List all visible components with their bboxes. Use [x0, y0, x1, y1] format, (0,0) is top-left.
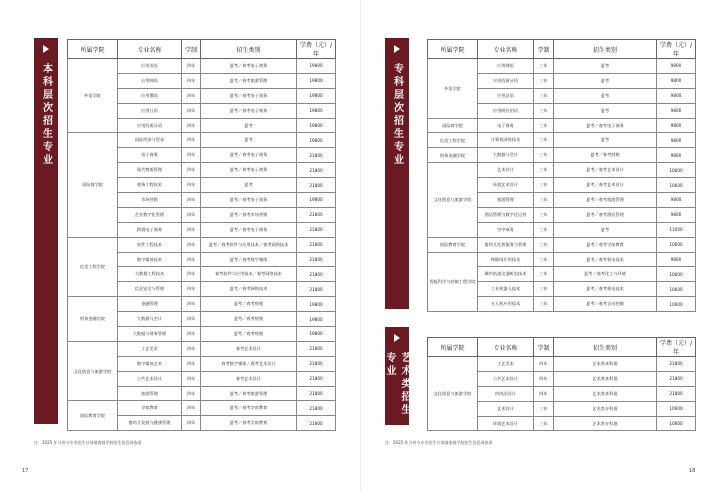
tuition-cell: 21800 [657, 386, 696, 401]
undergraduate-programs-table [67, 39, 336, 431]
category-cell: 夏考／春考软件与应用技术／春考网络技术 [201, 237, 297, 252]
triangle-marker-icon [43, 45, 49, 53]
major-cell: 现代物流管理 [118, 163, 182, 178]
category-cell: 春考数字媒体／春考艺术设计 [201, 356, 297, 371]
category-cell: 夏考／春考财税 [201, 312, 297, 327]
category-cell: 春考艺术设计 [201, 371, 297, 386]
tuition-cell: 10600 [657, 416, 696, 431]
tuition-cell: 21800 [297, 341, 336, 356]
college-cell: 国际商学院 [68, 133, 118, 237]
duration-cell: 四年 [182, 59, 201, 74]
category-cell: 夏考 [554, 133, 657, 148]
table-row [68, 59, 336, 74]
major-cell: 应用英语 [118, 59, 182, 74]
triangle-marker-icon [394, 45, 400, 53]
art-section-title: 艺术类招生专业 [384, 352, 410, 417]
major-cell: 艺术设计 [478, 163, 534, 178]
duration-cell: 四年 [182, 163, 201, 178]
duration-cell: 四年 [182, 207, 201, 222]
header-category: 招生类别 [554, 40, 657, 59]
tuition-cell: 19800 [297, 118, 336, 133]
tuition-cell: 9800 [657, 103, 696, 118]
duration-cell: 四年 [182, 356, 201, 371]
table-row [428, 133, 696, 148]
page-number: 17 [22, 468, 29, 474]
duration-cell: 三年 [534, 252, 554, 267]
major-cell: 空中乘务 [478, 222, 534, 237]
duration-cell: 三年 [534, 282, 554, 297]
tuition-cell: 19800 [297, 312, 336, 327]
category-cell: 艺术类专科批 [554, 416, 657, 431]
tuition-cell: 21800 [297, 148, 336, 163]
duration-cell: 四年 [182, 297, 201, 312]
major-cell: 婴幼儿托育服务与管理 [478, 237, 534, 252]
footnote: 注：2025 年分省分专业招生计划请查阅学校招生信息网查看 [34, 440, 142, 445]
tuition-cell: 21800 [297, 222, 336, 237]
tuition-cell: 21800 [297, 416, 336, 431]
triangle-marker-icon [394, 334, 400, 342]
major-cell: 无人机应用技术 [478, 297, 534, 312]
tuition-cell: 10600 [657, 163, 696, 178]
duration-cell: 四年 [182, 237, 201, 252]
section-title: 专科层次招生专业 [391, 63, 403, 167]
category-cell: 夏考 [201, 178, 297, 193]
duration-cell: 四年 [182, 193, 201, 208]
duration-cell: 三年 [534, 163, 554, 178]
category-cell: 夏考／春考电子商务 [201, 88, 297, 103]
college-cell: 信息工程学院 [428, 133, 478, 148]
tuition-cell: 9800 [657, 73, 696, 88]
table-row [428, 59, 696, 74]
left-page [0, 0, 359, 491]
table-row [428, 163, 696, 178]
category-cell: 夏考／春考旅游管理 [201, 73, 297, 88]
header-duration: 学制 [182, 40, 201, 59]
category-cell: 夏考／春考网络技术 [201, 282, 297, 297]
header-category: 招生类别 [554, 338, 657, 357]
duration-cell: 四年 [182, 178, 201, 193]
category-cell: 春考软件与应用技术／春考网络技术 [201, 267, 297, 282]
category-cell: 夏考／春考电子商务 [201, 193, 297, 208]
major-cell: 环境艺术设计 [478, 178, 534, 193]
duration-cell: 四年 [182, 327, 201, 342]
category-cell: 夏考／春考机电技术 [554, 252, 657, 267]
college-cell: 智能科学与控制工程学院 [428, 252, 478, 312]
header-duration: 学制 [534, 40, 554, 59]
tuition-cell: 10600 [657, 282, 696, 297]
major-cell: 应用西班牙语 [118, 118, 182, 133]
duration-cell: 三年 [534, 237, 554, 252]
category-cell: 夏考／春考数字媒体 [201, 252, 297, 267]
college-cell: 信息工程学院 [68, 237, 118, 297]
major-cell: 环境艺术设计 [478, 416, 534, 431]
tuition-cell: 19800 [297, 88, 336, 103]
table-row [68, 133, 336, 148]
tuition-cell: 21800 [297, 163, 336, 178]
tuition-cell: 19800 [297, 193, 336, 208]
major-cell: 应用日语 [118, 103, 182, 118]
category-cell: 夏考／春考电子商务 [201, 163, 297, 178]
section-band-vocational [385, 38, 409, 309]
tuition-cell: 21800 [297, 178, 336, 193]
college-cell: 文化创意与旅游学院 [68, 341, 118, 401]
major-cell: 学前教育 [118, 401, 182, 416]
right-page [360, 0, 719, 491]
footnote: 注：2025 年分省分专业招生计划请查阅学校招生信息网查看 [385, 440, 493, 445]
tuition-cell: 9800 [657, 59, 696, 74]
major-cell: 应用韩语 [478, 59, 534, 74]
major-cell: 工业机器人技术 [478, 282, 534, 297]
tuition-cell: 21800 [297, 267, 336, 282]
major-cell: 城市轨道交通机电技术 [478, 267, 534, 282]
table-header-row [68, 40, 336, 59]
category-cell: 夏考／春考财税 [201, 327, 297, 342]
duration-cell: 四年 [534, 357, 554, 372]
section-title: 本科层次招生专业 [40, 63, 52, 167]
major-cell: 应用韩语 [118, 73, 182, 88]
major-cell: 大数据与财务管理 [118, 327, 182, 342]
category-cell: 夏考 [554, 103, 657, 118]
table-row [428, 237, 696, 252]
category-cell: 夏考／春考电子商务 [554, 118, 657, 133]
duration-cell: 四年 [182, 371, 201, 386]
tuition-cell: 9800 [657, 133, 696, 148]
major-cell: 应用法语 [478, 88, 534, 103]
major-cell: 企业数字化管理 [118, 207, 182, 222]
tuition-cell: 10600 [657, 267, 696, 282]
category-cell: 夏考／春考电子商务 [201, 222, 297, 237]
header-college: 所属学院 [428, 338, 478, 357]
category-cell: 夏考／春考化工与环境 [554, 267, 657, 282]
duration-cell: 四年 [182, 401, 201, 416]
table-header-row [428, 338, 696, 357]
tuition-cell: 21800 [297, 356, 336, 371]
section-band-art [385, 327, 409, 425]
major-cell: 工艺美术 [478, 357, 534, 372]
major-cell: 市场营销 [118, 193, 182, 208]
category-cell: 艺术类专科批 [554, 401, 657, 416]
major-cell: 跨境电子商务 [118, 222, 182, 237]
tuition-cell: 9800 [657, 148, 696, 163]
major-cell: 物联网应用技术 [478, 252, 534, 267]
college-cell: 文化创意与旅游学院 [428, 357, 478, 431]
duration-cell: 三年 [534, 73, 554, 88]
category-cell: 夏考／春考市场营销 [201, 207, 297, 222]
category-cell: 夏考／春考旅游管理 [554, 193, 657, 208]
tuition-cell: 9800 [657, 207, 696, 222]
tuition-cell: 21800 [297, 371, 336, 386]
duration-cell: 四年 [182, 386, 201, 401]
category-cell: 夏考／春考酒店管理 [554, 207, 657, 222]
tuition-cell: 19800 [297, 133, 336, 148]
major-cell: 大数据与会计 [118, 312, 182, 327]
table-row [68, 401, 336, 416]
college-cell: 国际教育学院 [428, 237, 478, 252]
major-cell: 计算机网络技术 [478, 133, 534, 148]
category-cell: 夏考／春考财税 [554, 148, 657, 163]
header-tuition: 学费（元）/年 [297, 40, 336, 59]
category-cell: 夏考／春考旅游管理 [201, 386, 297, 401]
duration-cell: 四年 [182, 133, 201, 148]
tuition-cell: 9800 [657, 252, 696, 267]
duration-cell: 三年 [534, 148, 554, 163]
table-row [428, 252, 696, 267]
major-cell: 旅游管理 [478, 193, 534, 208]
header-tuition: 学费（元）/年 [657, 40, 696, 59]
tuition-cell: 21800 [657, 357, 696, 372]
duration-cell: 四年 [182, 252, 201, 267]
page-number: 18 [689, 468, 696, 474]
college-cell: 外语学院 [428, 59, 478, 119]
major-cell: 应用西班牙语 [478, 73, 534, 88]
header-duration: 学制 [534, 338, 554, 357]
duration-cell: 三年 [534, 297, 554, 312]
category-cell: 夏考／春考学前教育 [201, 401, 297, 416]
tuition-cell: 9800 [657, 118, 696, 133]
category-cell: 夏考 [554, 88, 657, 103]
duration-cell: 四年 [182, 282, 201, 297]
header-category: 招生类别 [201, 40, 297, 59]
duration-cell: 四年 [182, 341, 201, 356]
tuition-cell: 11000 [657, 222, 696, 237]
duration-cell: 四年 [182, 73, 201, 88]
college-cell: 外语学院 [68, 59, 118, 133]
major-cell: 电子商务 [118, 148, 182, 163]
major-cell: 数字媒体艺术 [118, 356, 182, 371]
category-cell: 夏考 [201, 133, 297, 148]
tuition-cell: 9800 [657, 193, 696, 208]
duration-cell: 三年 [534, 267, 554, 282]
header-tuition: 学费（元）/年 [657, 338, 696, 357]
section-band-undergraduate [34, 38, 58, 424]
tuition-cell: 21800 [297, 207, 336, 222]
duration-cell: 四年 [534, 371, 554, 386]
major-cell: 时尚品设计 [478, 386, 534, 401]
duration-cell: 四年 [182, 118, 201, 133]
tuition-cell: 10600 [657, 237, 696, 252]
header-college: 所属学院 [428, 40, 478, 59]
major-cell: 艺术设计 [478, 401, 534, 416]
major-cell: 酒店管理与数字化运营 [478, 207, 534, 222]
major-cell: 应用阿拉伯语 [478, 103, 534, 118]
duration-cell: 四年 [182, 103, 201, 118]
table-row [428, 118, 696, 133]
tuition-cell: 21800 [297, 237, 336, 252]
category-cell: 夏考／春考艺术设计 [554, 163, 657, 178]
major-cell: 商务工程技术 [118, 178, 182, 193]
major-cell: 数字媒体技术 [118, 252, 182, 267]
category-cell: 夏考／春考财税 [201, 297, 297, 312]
duration-cell: 四年 [182, 416, 201, 431]
tuition-cell: 19800 [297, 327, 336, 342]
major-cell: 应用俄语 [118, 88, 182, 103]
major-cell: 公共艺术设计 [118, 371, 182, 386]
tuition-cell: 19800 [297, 103, 336, 118]
tuition-cell: 10600 [657, 401, 696, 416]
category-cell: 夏考／春考学前教育 [201, 416, 297, 431]
category-cell: 艺术类本科批 [554, 386, 657, 401]
duration-cell: 四年 [534, 386, 554, 401]
category-cell: 夏考 [201, 118, 297, 133]
tuition-cell: 21800 [297, 282, 336, 297]
category-cell: 夏考／春考电子商务 [201, 59, 297, 74]
category-cell: 夏考／春考自动控制 [554, 297, 657, 312]
duration-cell: 四年 [182, 148, 201, 163]
major-cell: 婴幼儿发展与健康管理 [118, 416, 182, 431]
category-cell: 夏考／春考学前教育 [554, 237, 657, 252]
tuition-cell: 19800 [297, 73, 336, 88]
duration-cell: 三年 [534, 88, 554, 103]
category-cell: 夏考 [554, 59, 657, 74]
table-row [68, 341, 336, 356]
college-cell: 国际商学院 [428, 118, 478, 133]
art-programs-table [427, 337, 696, 431]
duration-cell: 三年 [534, 59, 554, 74]
table-header-row [428, 40, 696, 59]
tuition-cell: 19800 [297, 297, 336, 312]
major-cell: 电子商务 [478, 118, 534, 133]
duration-cell: 三年 [534, 133, 554, 148]
major-cell: 信息安全与管理 [118, 282, 182, 297]
category-cell: 艺术类本科批 [554, 357, 657, 372]
college-cell: 财务金融学院 [68, 297, 118, 342]
duration-cell: 四年 [182, 312, 201, 327]
category-cell: 夏考 [554, 73, 657, 88]
header-major: 专业名称 [478, 40, 534, 59]
college-cell: 财务金融学院 [428, 148, 478, 163]
major-cell: 国际经济与贸易 [118, 133, 182, 148]
major-cell: 大数据与会计 [478, 148, 534, 163]
vocational-programs-table [427, 39, 696, 312]
category-cell: 夏考／春考机电技术 [554, 282, 657, 297]
header-major: 专业名称 [478, 338, 534, 357]
category-cell: 夏考 [554, 222, 657, 237]
category-cell: 夏考／春考艺术设计 [554, 178, 657, 193]
tuition-cell: 19800 [297, 59, 336, 74]
tuition-cell: 10600 [657, 178, 696, 193]
duration-cell: 四年 [182, 88, 201, 103]
table-row [428, 357, 696, 372]
table-row [68, 297, 336, 312]
category-cell: 夏考／春考电子商务 [201, 103, 297, 118]
duration-cell: 三年 [534, 207, 554, 222]
duration-cell: 三年 [534, 118, 554, 133]
category-cell: 春考艺术设计 [201, 341, 297, 356]
duration-cell: 三年 [534, 416, 554, 431]
tuition-cell: 21800 [297, 401, 336, 416]
tuition-cell: 21800 [297, 386, 336, 401]
major-cell: 工艺美术 [118, 341, 182, 356]
table-row [428, 148, 696, 163]
duration-cell: 四年 [182, 222, 201, 237]
major-cell: 软件工程技术 [118, 237, 182, 252]
major-cell: 旅游管理 [118, 386, 182, 401]
tuition-cell: 21800 [297, 252, 336, 267]
table-row [68, 237, 336, 252]
college-cell: 国际教育学院 [68, 401, 118, 431]
tuition-cell: 9800 [657, 88, 696, 103]
header-major: 专业名称 [118, 40, 182, 59]
duration-cell: 三年 [534, 103, 554, 118]
duration-cell: 三年 [534, 178, 554, 193]
major-cell: 大数据工程技术 [118, 267, 182, 282]
major-cell: 公共艺术设计 [478, 371, 534, 386]
duration-cell: 三年 [534, 222, 554, 237]
duration-cell: 三年 [534, 193, 554, 208]
header-college: 所属学院 [68, 40, 118, 59]
duration-cell: 四年 [182, 267, 201, 282]
college-cell: 文化创意与旅游学院 [428, 163, 478, 237]
category-cell: 艺术类本科批 [554, 371, 657, 386]
duration-cell: 三年 [534, 401, 554, 416]
category-cell: 夏考／春考电子商务 [201, 148, 297, 163]
tuition-cell: 10600 [657, 297, 696, 312]
tuition-cell: 21800 [657, 371, 696, 386]
major-cell: 金融管理 [118, 297, 182, 312]
